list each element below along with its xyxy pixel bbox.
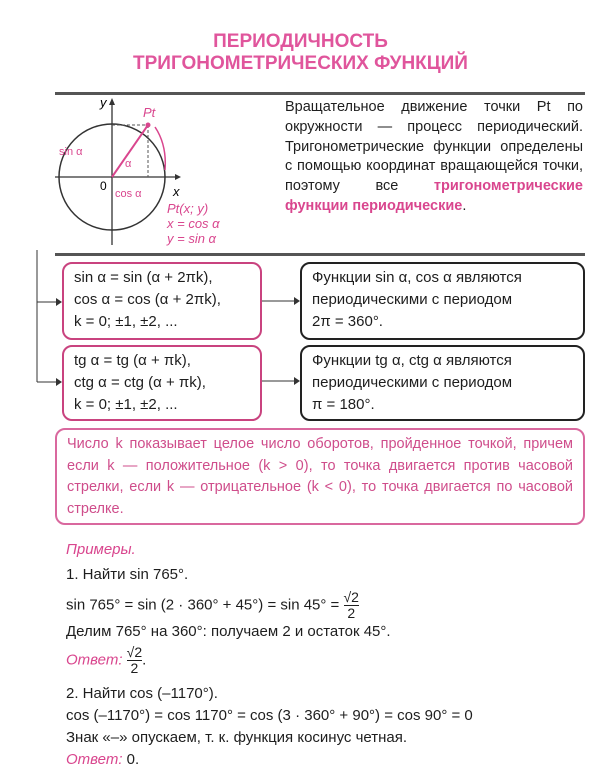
example1-answer bbox=[66, 645, 146, 676]
examples-heading: Примеры. bbox=[66, 541, 136, 558]
tg-ctg-formula-box bbox=[62, 345, 262, 421]
intro-highlight: тригонометрические функции периодические bbox=[285, 178, 583, 214]
formula-line: k = 0; ±1, ±2, ... bbox=[74, 313, 178, 330]
result-line: 2π = 360°. bbox=[312, 313, 383, 330]
calc-text: sin 765° = sin (2 · 360° + 45°) = sin 45° = bbox=[66, 596, 340, 614]
formula-line: k = 0; ±1, ±2, ... bbox=[74, 396, 178, 413]
answer-value: 0. bbox=[126, 751, 140, 768]
example2-explain: Знак «–» опускаем, т. к. функция косинус четная. bbox=[66, 729, 408, 746]
formula-line: ctg α = ctg (α + πk), bbox=[74, 374, 206, 391]
result-arrow-2 bbox=[262, 375, 302, 387]
formula-line: tg α = tg (α + πk), bbox=[74, 352, 191, 369]
sin-cos-period-box bbox=[300, 262, 585, 340]
result-line: периодическими с периодом bbox=[312, 374, 513, 391]
intro-end: . bbox=[462, 197, 467, 214]
unit-circle-diagram bbox=[55, 95, 280, 247]
intro-text bbox=[285, 98, 583, 217]
angle-label: α bbox=[125, 158, 132, 170]
example2-calc: cos (–1170°) = cos 1170° = cos (3 · 360° + 90°) = cos 90° = 0 bbox=[66, 707, 473, 724]
result-line: π = 180°. bbox=[312, 396, 375, 413]
result-line: периодическими с периодом bbox=[312, 291, 513, 308]
y-equation: y = sin α bbox=[167, 231, 216, 246]
rotation-note: Число k показывает целое число оборотов, пройденное точкой, причем если k — положительное (k > 0), то точка двигается против часовой стрелки, если k — отрицательное (k < 0), то точка двигается по часовой стрелке. bbox=[55, 428, 585, 525]
cos-label: cos α bbox=[115, 188, 142, 200]
example2-task: 2. Найти cos (–1170°). bbox=[66, 685, 218, 702]
point-label: Pt bbox=[143, 105, 156, 120]
answer-fraction bbox=[127, 645, 142, 676]
numerator: √2 bbox=[343, 589, 359, 605]
sin-label: sin α bbox=[59, 146, 83, 158]
answer-end: . bbox=[142, 651, 147, 669]
intro-body: Вращательное движение точки Pt по окружности — процесс периодический. Тригонометрические функции определены с помощью координат вращающейся точки, поэтому все bbox=[285, 99, 583, 195]
tg-ctg-period-box bbox=[300, 345, 585, 421]
result-line: Функции sin α, cos α являются bbox=[312, 269, 522, 286]
origin-label: 0 bbox=[100, 179, 107, 193]
x-equation: x = cos α bbox=[167, 216, 220, 231]
page-title-line1: ПЕРИОДИЧНОСТЬ bbox=[213, 31, 388, 52]
connector-arrows bbox=[35, 250, 65, 390]
example1-task: 1. Найти sin 765°. bbox=[66, 566, 189, 583]
answer-label: Ответ: bbox=[66, 751, 123, 768]
page-title-line2: ТРИГОНОМЕТРИЧЕСКИХ ФУНКЦИЙ bbox=[133, 53, 468, 74]
denominator: 2 bbox=[347, 605, 356, 621]
fraction bbox=[344, 590, 359, 621]
x-axis-label: x bbox=[173, 184, 180, 199]
y-axis-label: y bbox=[100, 95, 107, 110]
example1-explain: Делим 765° на 360°: получаем 2 и остаток 45°. bbox=[66, 623, 391, 640]
result-line: Функции tg α, ctg α являются bbox=[312, 352, 512, 369]
point-coords: Pt(x; y) bbox=[167, 201, 209, 216]
denominator: 2 bbox=[130, 660, 139, 676]
result-arrows bbox=[262, 290, 302, 380]
example1-calc bbox=[66, 590, 359, 621]
formula-line: cos α = cos (α + 2πk), bbox=[74, 291, 221, 308]
answer-label: Ответ: bbox=[66, 651, 123, 669]
example2-answer bbox=[66, 750, 139, 770]
formula-line: sin α = sin (α + 2πk), bbox=[74, 269, 213, 286]
sin-cos-formula-box bbox=[62, 262, 262, 340]
numerator: √2 bbox=[126, 644, 143, 660]
